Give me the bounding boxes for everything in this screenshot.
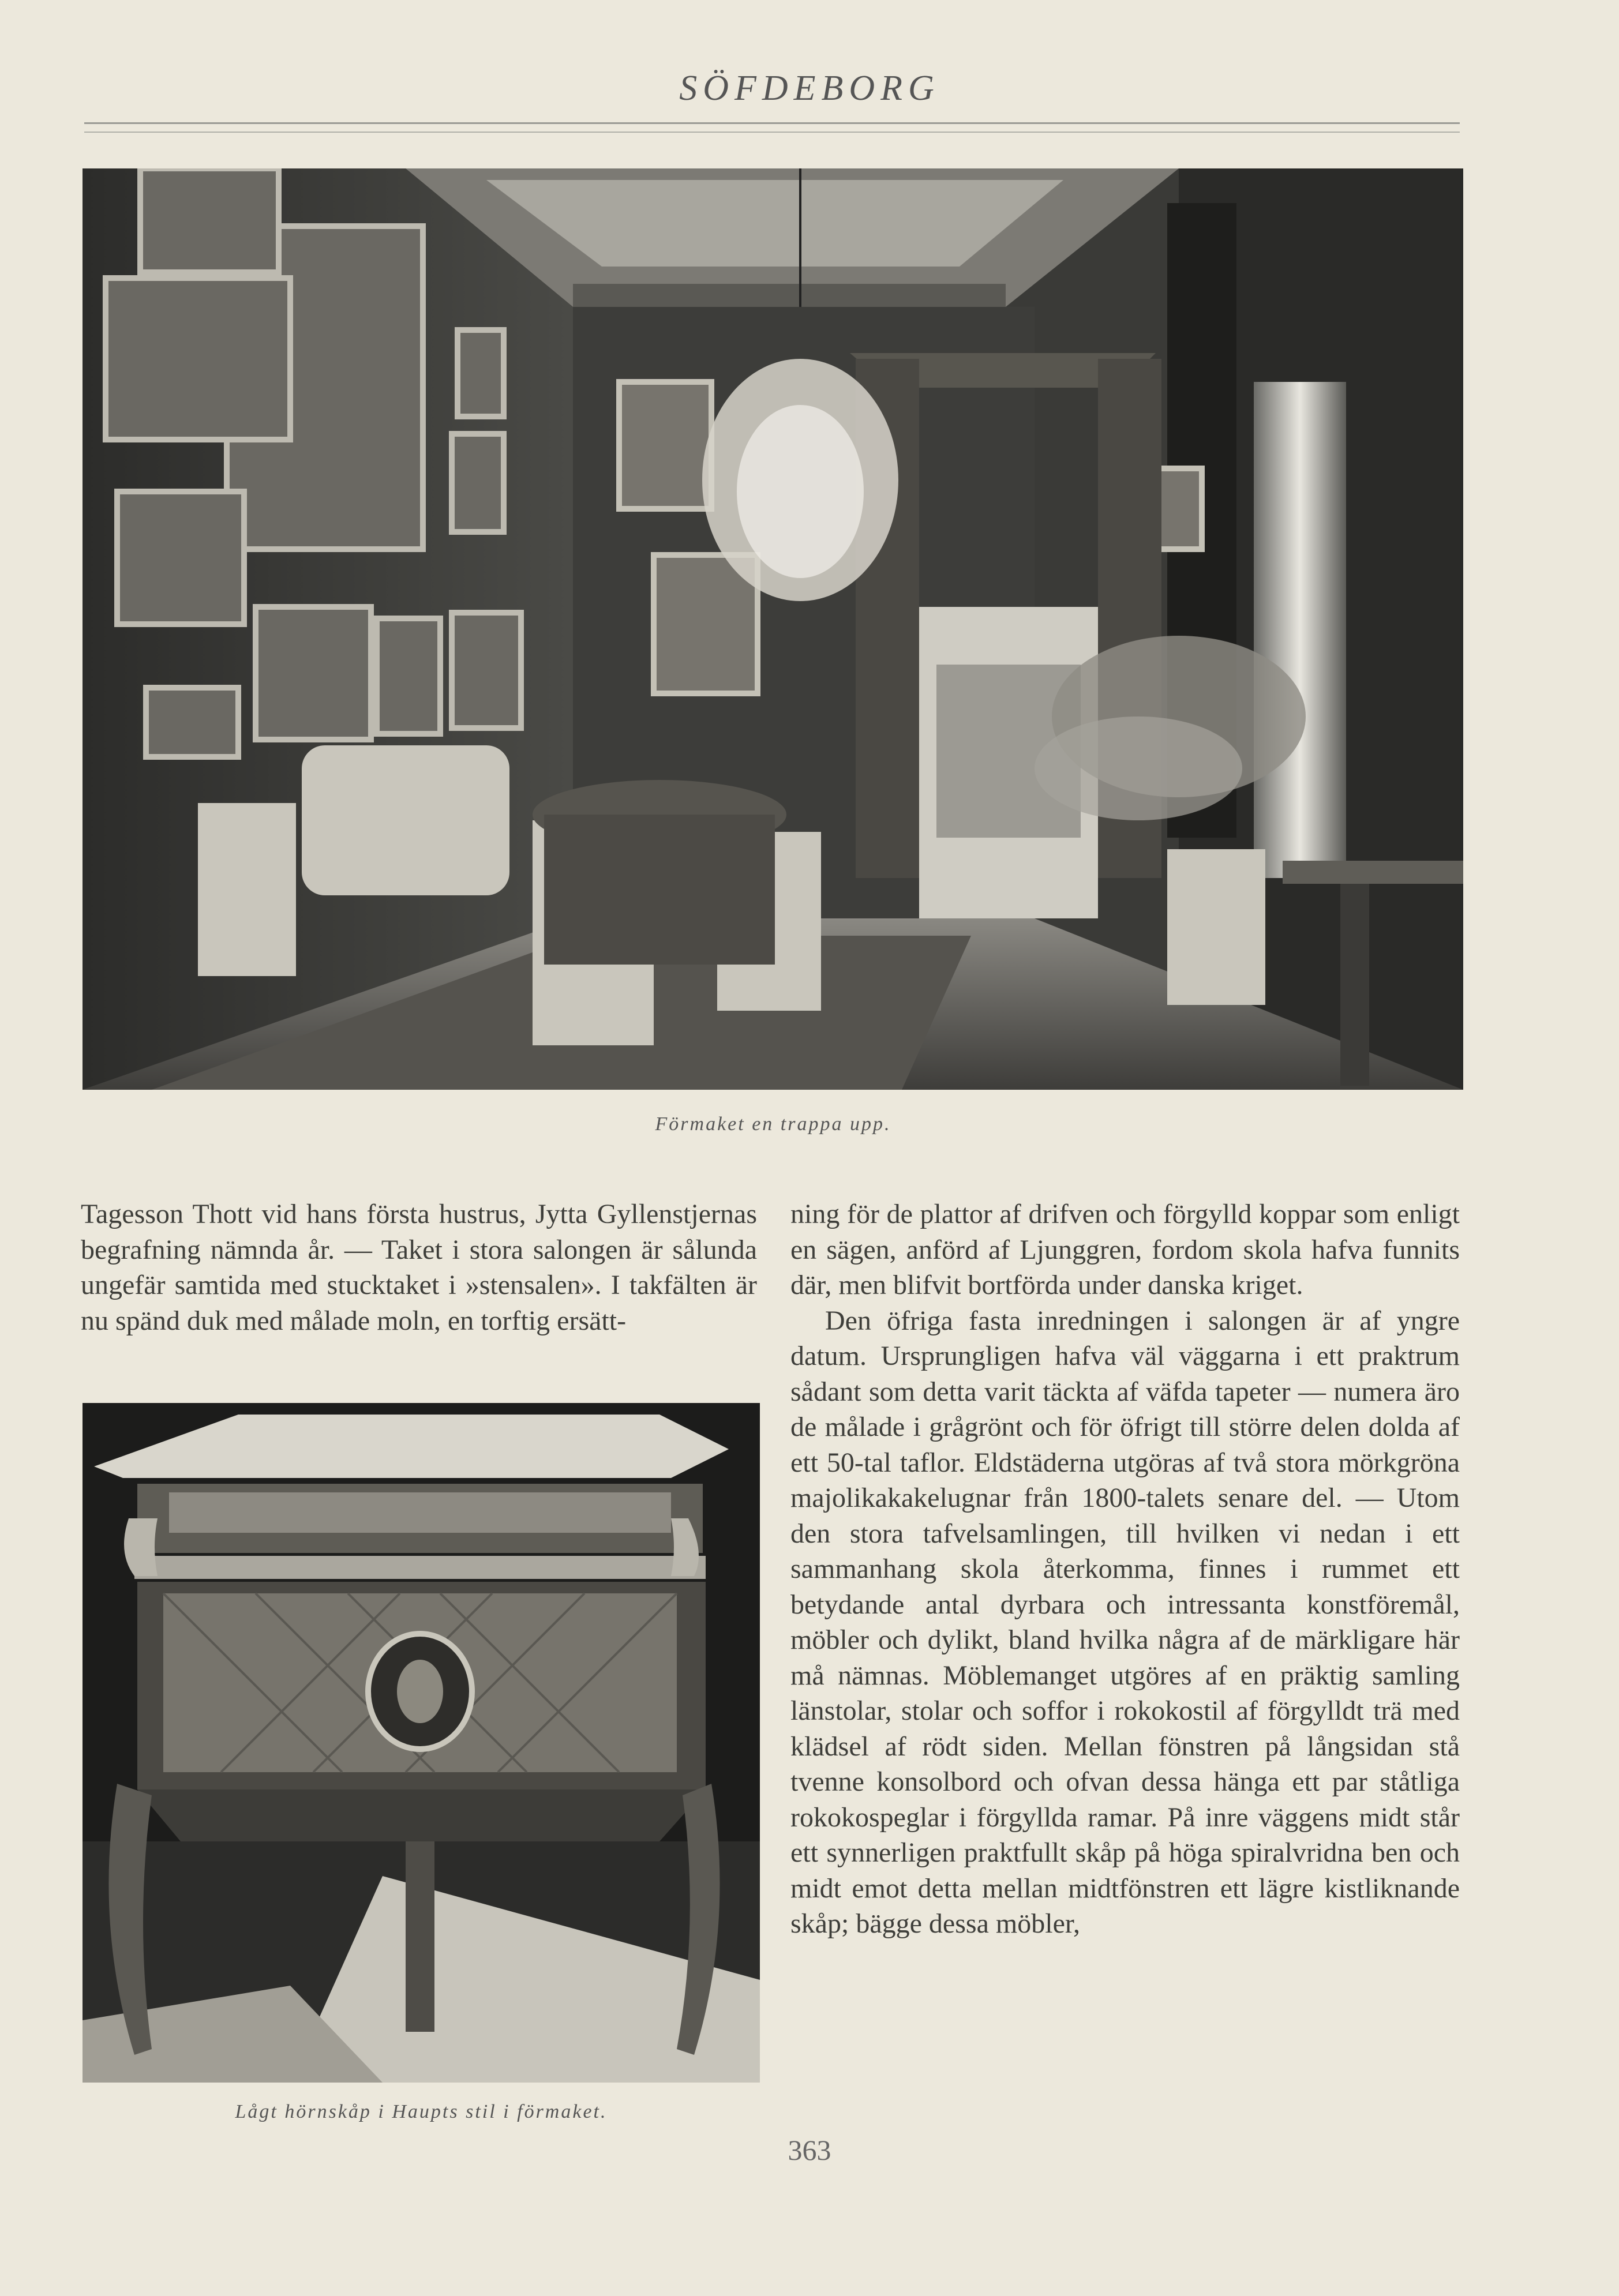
header-rule (84, 122, 1460, 124)
running-header: SÖFDEBORG (679, 69, 940, 108)
header-rule-thin (84, 132, 1460, 133)
right-paragraph-2: Den öfriga fasta inredningen i salongen är af yngre datum. Ursprungligen hafva väl väggarna i ett praktrum sådant som detta varit täckta af väfda tapeter — numera äro de målade i grågrönt och för öfrigt till större delen dolda af ett 50-tal taflor. Eldstäderna utgöras af två stora mörkgröna majolikakakelugnar från 1800-talets senare del. — Utom den stora tafvelsamlingen, till hvilken vi nedan i ett sammanhang skola återkomma, finnes i rummet ett betydande antal dyrbara och intressanta konstföremål, möbler och dylikt, bland hvilka några af de märkligare här må nämnas. Möblemanget utgöres af en präktig samling länstolar, stolar och soffor i rokokostil af förgylldt trä med klädsel af rödt siden. Mellan fönstren på långsidan stå tvenne konsolbord och ofvan dessa hänga ett par ståtliga rokokospeglar i förgyllda ramar. På inre väggens midt står ett synnerligen praktfullt skåp på höga spiralvridna ben och midt emot detta mellan midtfönstren ett lägre kistliknande skåp; bägge dessa möbler, (790, 1305, 1460, 1939)
salon-photograph (83, 168, 1463, 1090)
right-text-column (790, 1196, 1460, 1942)
top-figure-caption: Förmaket en trappa upp. (655, 1113, 891, 1135)
right-paragraph-1: ning för de plattor af drifven och förgylld koppar som enligt en sägen, anförd af Ljunggren, fordom skola hafva funnits där, men blifvit bortförda under danska kriget. (790, 1199, 1460, 1300)
page-number: 363 (788, 2134, 831, 2166)
cabinet-photograph (83, 1403, 760, 2083)
left-paragraph: Tagesson Thott vid hans första hustrus, Jytta Gyllenstjernas begrafning nämnda år. — Taket i stora salongen är sålunda ungefär samtida med stucktaket i »stensalen». I takfälten är nu spänd duk med målade moln, en torftig ersätt- (81, 1199, 757, 1336)
bottom-figure-caption: Lågt hörnskåp i Haupts stil i förmaket. (235, 2101, 608, 2122)
left-text-column (81, 1196, 757, 1338)
